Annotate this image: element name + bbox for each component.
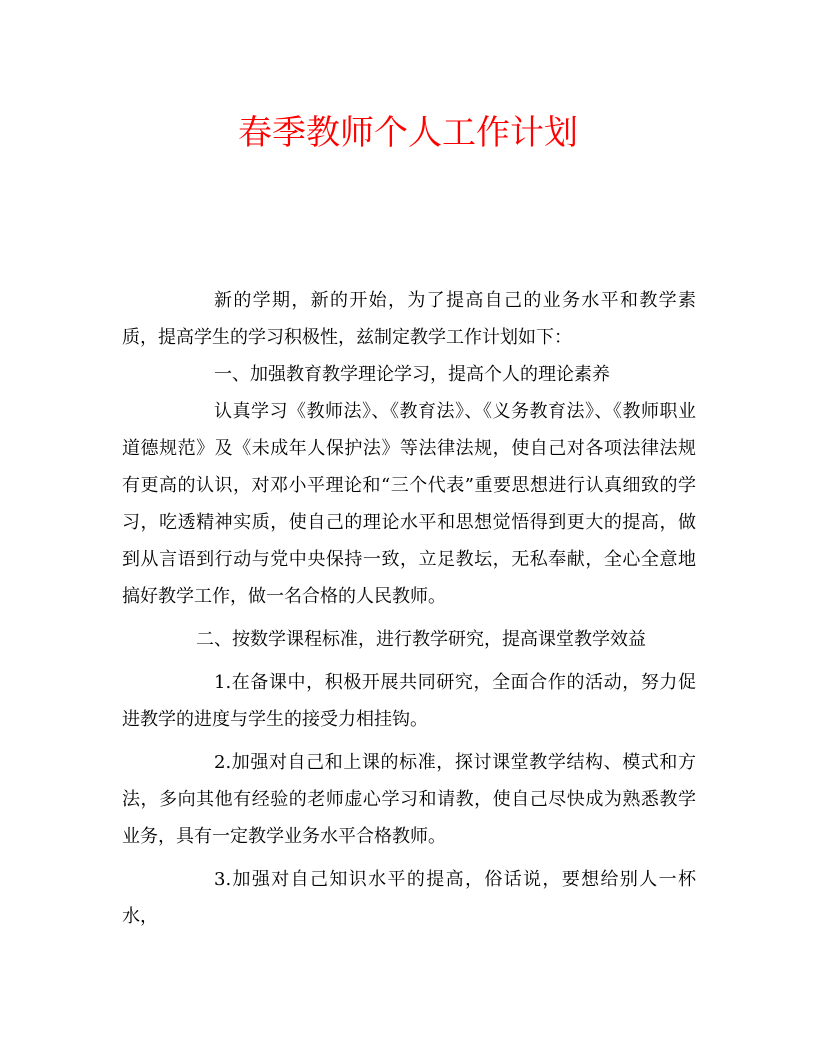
document-body (122, 282, 696, 935)
paragraph-item-2: 2.加强对自己和上课的标准，探讨课堂教学结构、模式和方法，多向其他有经验的老师虚心学习和请教，使自己尽快成为熟悉教学业务，具有一定教学业务水平合格教师。 (122, 752, 696, 847)
section-heading-1: 一、加强教育教学理论学习，提高个人的理论素养 (214, 364, 610, 385)
paragraph-section-1: 认真学习《教师法》、《教育法》、《义务教育法》、《教师职业道德规范》及《未成年人保护法》等法律法规，使自己对各项法律法规有更高的认识，对邓小平理论和“三个代表”重要思想进行认真细致的学习，吃透精神实质，使自己的理论水平和思想觉悟得到更大的提高，做到从言语到行动与党中央保持一致，立足教坛，无私奉献，全心全意地搞好教学工作，做一名合格的人民教师。 (122, 401, 696, 607)
paragraph-intro: 新的学期，新的开始，为了提高自己的业务水平和教学素质，提高学生的学习积极性，兹制定教学工作计划如下： (122, 290, 696, 348)
paragraph-item-3: 3.加强对自己知识水平的提高，俗话说，要想给别人一杯水， (122, 869, 696, 927)
document-title: 春季教师个人工作计划 (238, 113, 578, 153)
paragraph-item-1: 1.在备课中，积极开展共同研究，全面合作的活动，努力促进教学的进度与学生的接受力相挂钩。 (122, 672, 696, 730)
section-heading-2: 二、按数学课程标准，进行教学研究，提高课堂教学效益 (196, 629, 646, 650)
